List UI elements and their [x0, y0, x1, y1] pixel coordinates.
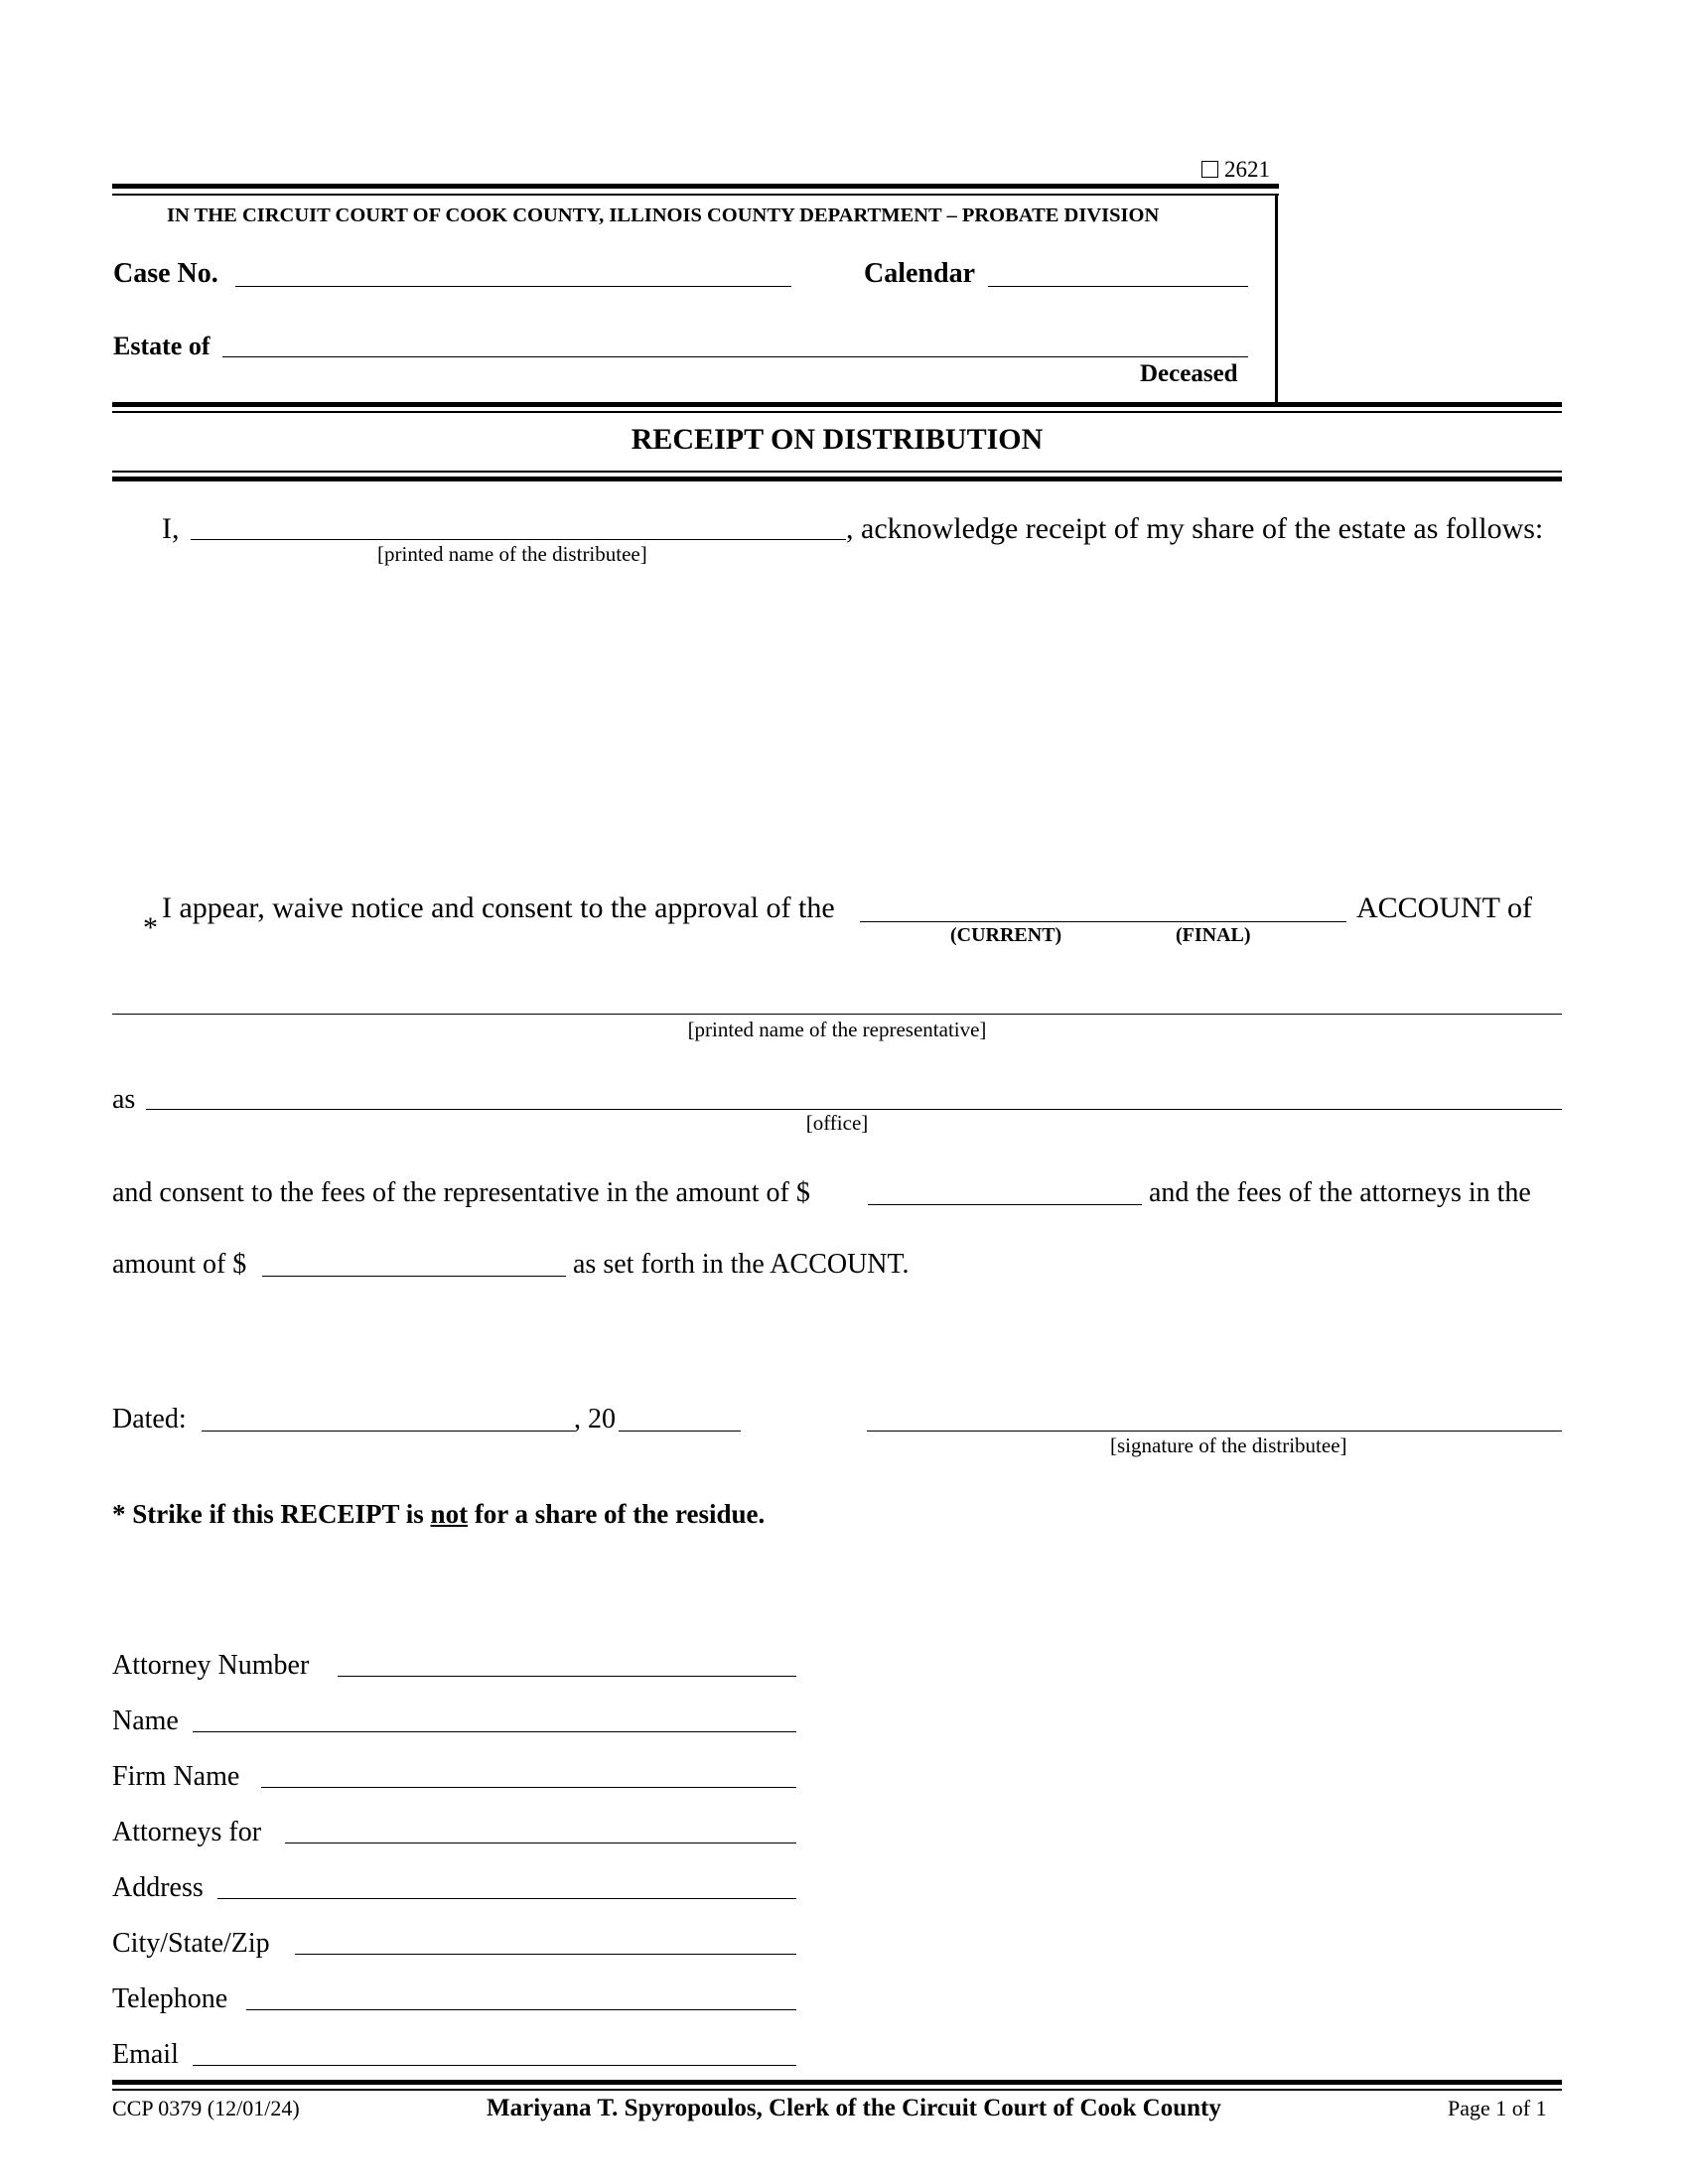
- form-code-number: 2621: [1224, 157, 1270, 182]
- estate-of-field[interactable]: [222, 356, 1248, 357]
- footer-page: Page 1 of 1: [1448, 2096, 1547, 2120]
- form-code: [1201, 157, 1270, 183]
- court-heading: IN THE CIRCUIT COURT OF COOK COUNTY, ILLINOIS COUNTY DEPARTMENT – PROBATE DIVISION: [167, 205, 1160, 226]
- address-label: Address: [112, 1872, 204, 1903]
- year-field[interactable]: [619, 1431, 741, 1432]
- case-no-field[interactable]: [235, 286, 791, 287]
- title-rule-thick: [112, 477, 1562, 481]
- consent-text: I appear, waive notice and consent to the approval of the: [162, 891, 835, 924]
- checkbox-icon[interactable]: [1201, 161, 1218, 178]
- representative-name-caption: [printed name of the representative]: [687, 1018, 987, 1041]
- strike-note: [112, 1499, 765, 1530]
- signature-field[interactable]: [867, 1431, 1562, 1432]
- calendar-field[interactable]: [988, 286, 1248, 287]
- calendar-label: Calendar: [864, 258, 975, 289]
- as-label: as: [112, 1084, 136, 1115]
- strike-prefix: * Strike if this RECEIPT is: [112, 1499, 424, 1529]
- strike-suffix: for a share of the residue.: [474, 1499, 766, 1529]
- city-state-zip-label: City/State/Zip: [112, 1928, 270, 1959]
- dated-field[interactable]: [202, 1431, 575, 1432]
- account-of-label: ACCOUNT of: [1356, 891, 1532, 924]
- distributee-name-field[interactable]: [191, 539, 846, 540]
- telephone-label: Telephone: [112, 1983, 228, 2014]
- representative-name-field[interactable]: [112, 1014, 1562, 1015]
- consent-asterisk: *: [143, 911, 158, 944]
- case-no-label: Case No.: [113, 258, 218, 289]
- forth-text: as set forth in the ACCOUNT.: [573, 1249, 910, 1280]
- estate-of-label: Estate of: [113, 332, 211, 360]
- footer-rule-thick: [112, 2080, 1562, 2085]
- current-option[interactable]: (CURRENT): [950, 924, 1062, 946]
- name-label: Name: [112, 1706, 179, 1736]
- representative-fee-field[interactable]: [868, 1204, 1142, 1205]
- attorney-number-field[interactable]: [338, 1676, 796, 1677]
- header-bottom-rule-thick: [112, 402, 1562, 407]
- office-caption: [office]: [805, 1111, 869, 1135]
- name-field[interactable]: [193, 1731, 796, 1732]
- header-bottom-rule-thin: [112, 411, 1562, 413]
- attorneys-for-label: Attorneys for: [112, 1817, 262, 1847]
- firm-name-field[interactable]: [261, 1787, 796, 1788]
- email-field[interactable]: [193, 2065, 796, 2066]
- address-field[interactable]: [217, 1898, 796, 1899]
- strike-emphasis: not: [430, 1499, 469, 1529]
- fees-text-2: and the fees of the attorneys in the: [1149, 1177, 1531, 1208]
- document-title: RECEIPT ON DISTRIBUTION: [631, 423, 1044, 456]
- ack-prefix: I,: [162, 512, 180, 545]
- firm-name-label: Firm Name: [112, 1761, 240, 1792]
- account-type-field[interactable]: [860, 921, 1346, 922]
- office-field[interactable]: [146, 1109, 1562, 1110]
- header-right-border: [1275, 194, 1278, 404]
- year-prefix: , 20: [574, 1404, 616, 1434]
- deceased-label: Deceased: [1140, 360, 1238, 387]
- telephone-field[interactable]: [246, 2009, 796, 2010]
- footer-clerk: Mariyana T. Spyropoulos, Clerk of the Circuit Court of Cook County: [487, 2095, 1221, 2121]
- attorney-number-label: Attorney Number: [112, 1650, 310, 1681]
- distributee-name-caption: [printed name of the distributee]: [377, 542, 647, 566]
- header-top-rule-thin: [112, 194, 1279, 196]
- final-option[interactable]: (FINAL): [1176, 924, 1251, 946]
- amount-label: amount of $: [112, 1249, 247, 1280]
- attorney-fee-field[interactable]: [262, 1276, 566, 1277]
- city-state-zip-field[interactable]: [295, 1954, 796, 1955]
- dated-label: Dated:: [112, 1404, 187, 1434]
- ack-suffix: , acknowledge receipt of my share of the estate as follows:: [846, 512, 1544, 545]
- header-top-rule-thick: [112, 184, 1279, 189]
- title-rule-thin: [112, 471, 1562, 473]
- footer-form-id: CCP 0379 (12/01/24): [112, 2096, 300, 2120]
- email-label: Email: [112, 2039, 179, 2070]
- footer-rule-thin: [112, 2089, 1562, 2091]
- fees-text-1: and consent to the fees of the representative in the amount of $: [112, 1177, 810, 1208]
- signature-caption: [signature of the distributee]: [1110, 1433, 1347, 1457]
